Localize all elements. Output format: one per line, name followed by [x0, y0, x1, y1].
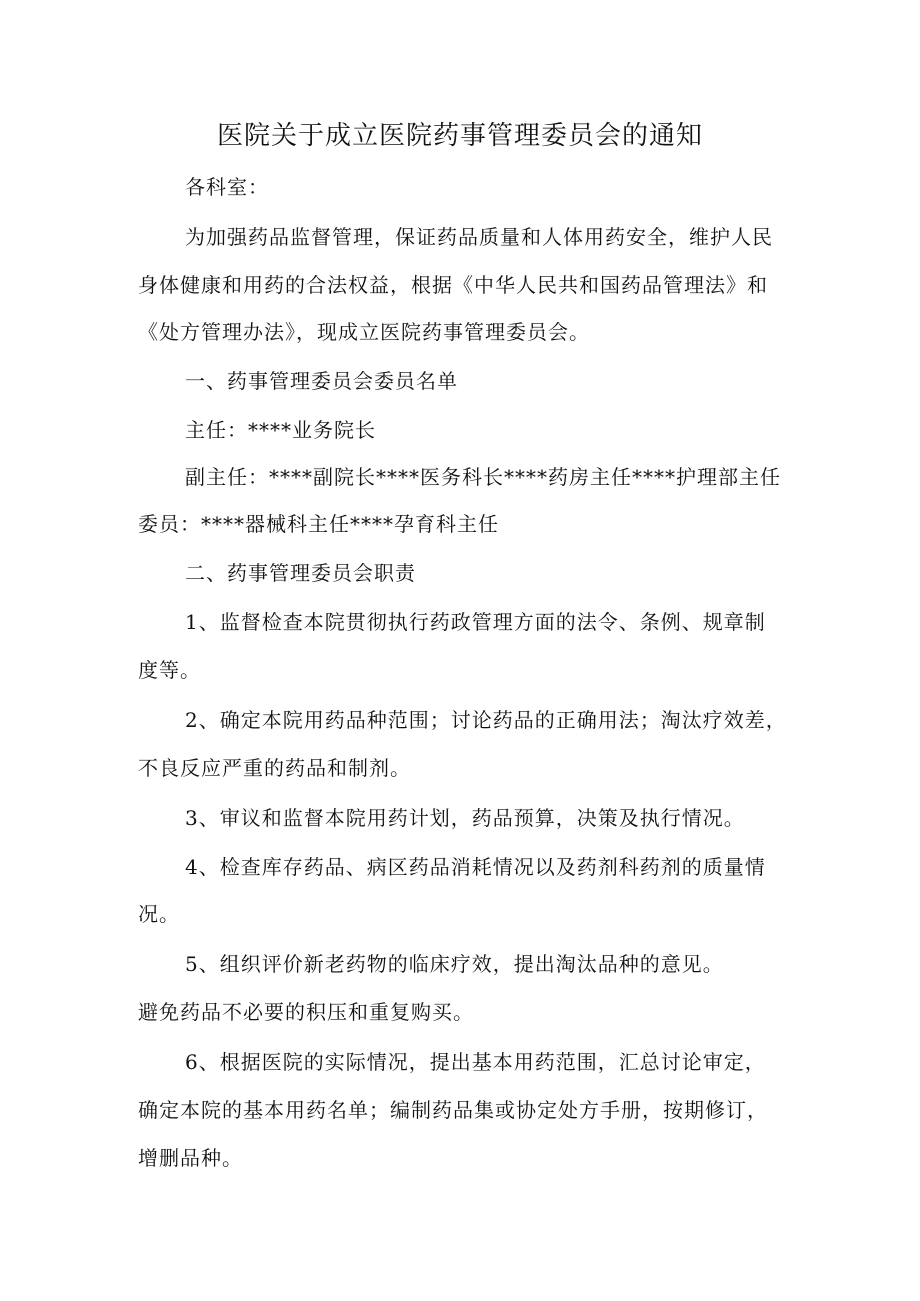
- section2-heading: 二、药事管理委员会职责: [185, 561, 416, 585]
- duty-1-line-2: 度等。: [138, 658, 201, 682]
- duty-3-line-1: 3、审议和监督本院用药计划，药品预算，决策及执行情况。: [185, 806, 745, 830]
- duty-4-line-1: 4、检查库存药品、病区药品消耗情况以及药剂科药剂的质量情: [185, 855, 766, 879]
- duty-6-line-2: 确定本院的基本用药名单；编制药品集或协定处方手册，按期修订，: [138, 1098, 768, 1122]
- committee-director: 主任：****业务院长: [185, 418, 376, 442]
- duty-6-line-3: 增删品种。: [138, 1146, 243, 1170]
- duty-5-line-1: 5、组织评价新老药物的临床疗效，提出淘汰品种的意见。: [185, 952, 724, 976]
- intro-line-1: 为加强药品监督管理，保证药品质量和人体用药安全，维护人民: [185, 225, 773, 249]
- duty-5-line-2: 避免药品不必要的积压和重复购买。: [138, 1000, 474, 1024]
- duty-6-line-1: 6、根据医院的实际情况，提出基本用药范围，汇总讨论审定，: [185, 1050, 766, 1074]
- committee-members: 委员：****器械科主任****孕育科主任: [138, 512, 499, 536]
- salutation: 各科室：: [185, 175, 269, 199]
- section1-heading: 一、药事管理委员会委员名单: [185, 369, 458, 393]
- duty-2-line-1: 2、确定本院用药品种范围；讨论药品的正确用法；淘汰疗效差，: [185, 708, 787, 732]
- duty-4-line-2: 况。: [138, 902, 180, 926]
- duty-1-line-1: 1、监督检查本院贯彻执行药政管理方面的法令、条例、规章制: [185, 610, 766, 634]
- document-title: 医院关于成立医院药事管理委员会的通知: [216, 121, 703, 151]
- duty-2-line-2: 不良反应严重的药品和制剂。: [138, 756, 411, 780]
- intro-line-3: 《处方管理办法》，现成立医院药事管理委员会。: [138, 320, 590, 344]
- intro-line-2: 身体健康和用药的合法权益，根据《中华人民共和国药品管理法》和: [138, 273, 768, 297]
- committee-deputy-directors: 副主任：****副院长****医务科长****药房主任****护理部主任: [185, 465, 781, 489]
